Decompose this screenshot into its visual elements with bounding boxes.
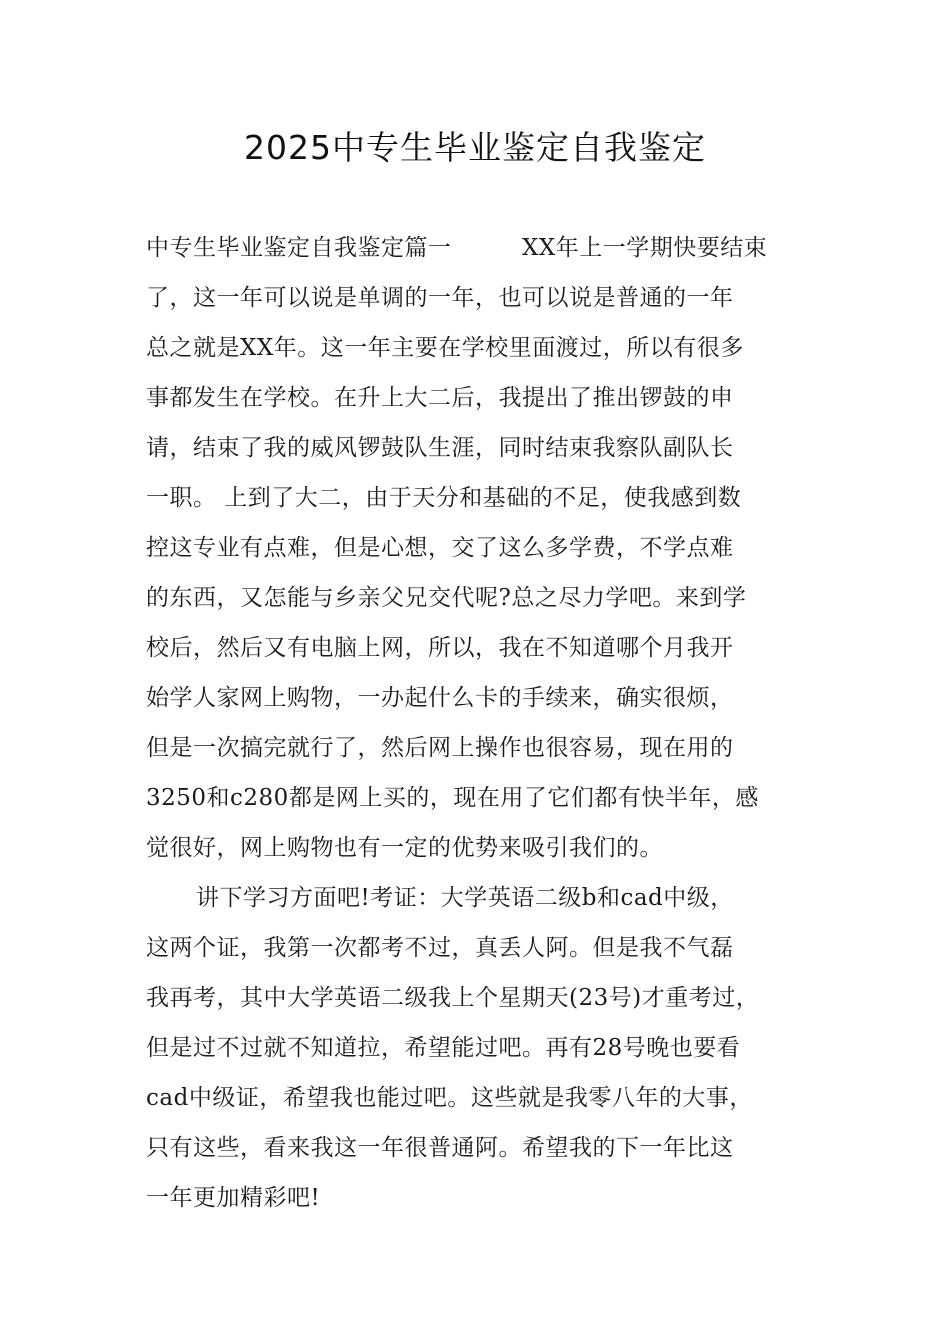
paragraph-line: 但是一次搞完就行了，然后网上操作也很容易，现在用的 [146, 735, 734, 761]
paragraph-line: 总之就是XX年。这一年主要在学校里面渡过，所以有很多 [146, 335, 744, 361]
paragraph-line: 3250和c280都是网上买的，现在用了它们都有快半年，感 [146, 785, 759, 811]
paragraph-line: 始学人家网上购物，一办起什么卡的手续来，确实很烦， [146, 685, 734, 711]
paragraph-line: 一年更加精彩吧! [146, 1185, 321, 1211]
paragraph-line: 校后，然后又有电脑上网，所以，我在不知道哪个月我开 [146, 635, 734, 661]
paragraph-line: 事都发生在学校。在升上大二后，我提出了推出锣鼓的申 [146, 385, 734, 411]
document-title: 2025中专生毕业鉴定自我鉴定 [244, 128, 706, 167]
paragraph-line: 我再考，其中大学英语二级我上个星期天(23号)才重考过， [146, 985, 760, 1011]
paragraph-line: 控这专业有点难，但是心想，交了这么多学费，不学点难 [146, 535, 734, 561]
paragraph-line: 只有这些，看来我这一年很普通阿。希望我的下一年比这 [146, 1135, 734, 1161]
paragraph-line: 了，这一年可以说是单调的一年，也可以说是普通的一年 [146, 285, 734, 311]
paragraph-line: 请，结束了我的威风锣鼓队生涯，同时结束我察队副队长 [146, 435, 734, 461]
paragraph-line: 的东西，又怎能与乡亲父兄交代呢?总之尽力学吧。来到学 [146, 585, 747, 611]
paragraph-line: 一职。 上到了大二，由于天分和基础的不足，使我感到数 [146, 485, 742, 511]
paragraph-line: 中专生毕业鉴定自我鉴定篇一 XX年上一学期快要结束 [146, 235, 768, 261]
paragraph-line: 讲下学习方面吧!考证：大学英语二级b和cad中级， [196, 885, 734, 911]
paragraph-line: cad中级证，希望我也能过吧。这些就是我零八年的大事， [146, 1085, 753, 1111]
paragraph-line: 觉很好，网上购物也有一定的优势来吸引我们的。 [146, 835, 663, 861]
paragraph-line: 这两个证，我第一次都考不过，真丢人阿。但是我不气磊 [146, 935, 734, 961]
paragraph-line: 但是过不过就不知道拉，希望能过吧。再有28号晚也要看 [146, 1035, 741, 1061]
